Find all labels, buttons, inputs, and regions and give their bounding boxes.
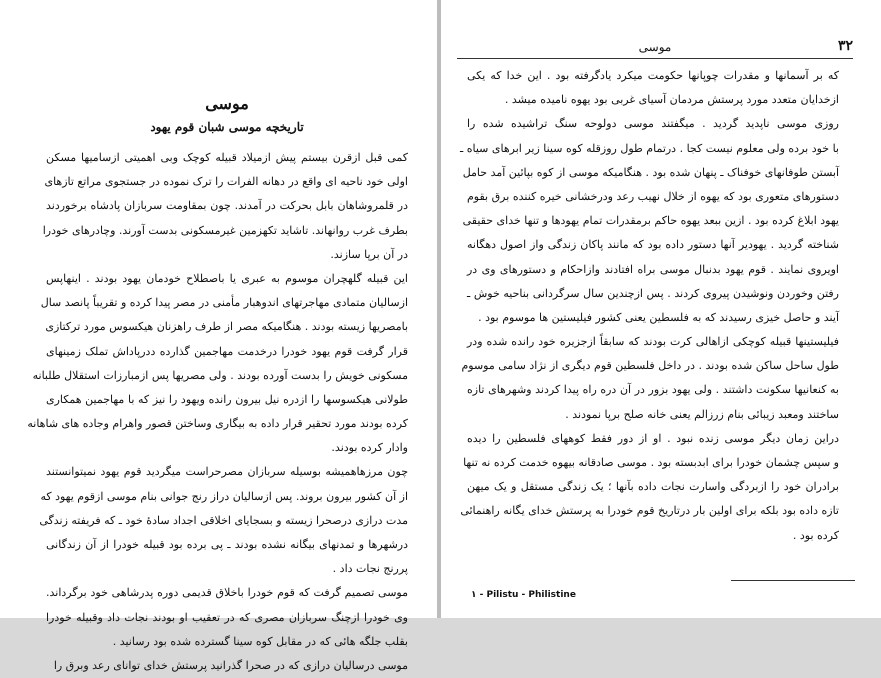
text-line: فیلیستینها قبیله کوچکی ازاهالی کرت بودند که سابقاً ازجزیره خود رانده شده ودر: [467, 335, 839, 349]
paragraph: [460, 112, 839, 330]
text-line: چون مرزهاهمیشه بوسیله سربازان مصرحراست میگردید قوم یهود نمیتوانستند: [46, 465, 408, 479]
text-line: کمی قبل ازقرن بیستم پیش ازمیلاد قبیله کوچک وبی اهمیتی ازساميها مسکن: [46, 151, 408, 164]
text-line: روزی موسی ناپدید گردید . میگفتند موسی دولوحه سنگ تراشیده شده را: [467, 117, 839, 131]
text-line: با خود برده ولی معلوم نیست کجا . درتمام طول روزقله کوه سینا زیر ابرهای سیاه ـ: [460, 141, 839, 155]
text-line: دراین زمان دیگر موسی زنده نبود . او از دور فقط کوههای فلسطین را دیده: [467, 431, 839, 445]
chapter-subtitle: تاریخچه موسی شبان قوم یهود: [150, 120, 304, 134]
paragraph: [461, 330, 839, 427]
page-number: ۳۲: [837, 38, 853, 54]
paragraph: [46, 654, 408, 678]
text-line: ساختند ومعبد زیبائی بنام زرزالم یعنی خانه صلح برپا نمودند .: [565, 407, 839, 421]
text-line: طولانی هیکسوسها را ازدره نیل بیرون رانده ویهود را نیز که با مهاجمین همکاری: [46, 392, 408, 406]
footnote-rule: [731, 580, 855, 581]
text-line: در آن برپا سازند.: [330, 247, 408, 261]
text-line: تازه داده بود بلکه برای اولین بار درتاریخ قوم خودرا به پرستش خدای یگانه راهنمائی: [460, 504, 839, 518]
text-line: آبستن طوفانهای خوفناک ـ پنهان شده بود . هنگامیکه موسی از کوه بپائین آمد حامل: [462, 165, 839, 179]
paragraph: [27, 267, 408, 461]
text-line: ازسالیان متمادی مهاجرتهای اندوهبار مأمنی در مصر پیدا کرده و تقریباً پانصد سال: [40, 296, 408, 310]
text-line: طول ساحل ساکن شده بودند . در داخل فلسطین قوم دیگری از نژاد سامی موسوم: [461, 359, 839, 373]
paragraph: [460, 427, 839, 548]
text-line: در قلمروشاهان بابل بحرکت در آمدند. چون بمقاومت سربازان پادشاه برخوردند: [46, 199, 408, 213]
text-line: به کنعانیها سکونت داشتند . ولی یهود بزور در آن دره راه پیدا کردند وشهرهای تازه: [467, 383, 839, 397]
text-line: قرار گرفت قوم یهود خودرا درخدمت مهاجمین گذارده ددرپاداش تملک زمینهای: [46, 344, 408, 358]
text-line: از آن کشور بیرون بروند. پس ازسالیان دراز رنج جوانی بنام موسی ازقوم یهود که: [40, 489, 408, 503]
text-line: و سپس چشمان خودرا برای ابدبسته بود . موسی صادقانه بیهوه خدمت کرده نه تنها: [463, 456, 839, 469]
text-line: مسکونی خویش را بدست آورده بودند . ولی مصریها پس ازمبارزات استقلال طلبانه: [32, 368, 408, 382]
text-line: برادران خود را ازبردگی واسارت نجات داده بآنها ؛ یک زندگی مستقل و یک میهن: [467, 480, 839, 494]
text-line: بطرف غرب روانهاند. تاشاید تکهزمین غیرمسکونی بدست آورند. وچادرهای خودرا: [42, 223, 408, 237]
text-line: پررنج نجات داد .: [332, 562, 408, 576]
text-line: اویروی نمایند . قوم یهود بدنبال موسی براه افتادند وازاحکام و دستورهای وی در: [467, 262, 839, 276]
text-line: بقلب جلگه هائی که در مقابل کوه سینا گسترده شده بود رسانید .: [112, 634, 408, 648]
text-line: وادار کرده بودند.: [331, 441, 408, 455]
text-line: وی خودرا ازچنگ سربازان مصری که در تعقیب او بودند نجات داد وقبیله خودرا: [46, 610, 408, 624]
paragraph: [42, 146, 408, 267]
text-line: ازخدایان متعدد مورد پرستش مردمان آسیای غربی بود یهوه نامیده میشد .: [504, 93, 839, 107]
text-line: دستورهای متعوری بود که یهوه از خلال نهیب رعد ودرخشانی خیره کننده برق بقوم: [467, 189, 839, 203]
header-rule: [457, 58, 853, 59]
left-page-body: [27, 146, 408, 678]
text-line: درشهرها و تمدنهای بیگانه نشده بودند ـ پی برده بود قبیله خودرا از آن زندگانی: [46, 538, 408, 551]
text-line: اولی خود ناحیه ای واقع در دهانه الفرات را ترک نموده در جستجوی مراتع تازهای: [44, 175, 408, 189]
text-line: یهود ابلاغ کرده بود . ازین ببعد یهوه حاکم برمقدرات تمام یهودها و تنها خدای حقیقی: [462, 214, 839, 228]
text-line: کرده بود .: [792, 528, 839, 542]
paragraph: [467, 64, 839, 112]
text-line: این قبیله گلهچران موسوم به عبری یا باصطلاح خودمان یهود بودند . اینهاپس: [46, 271, 408, 285]
text-line: موسی تصمیم گرفت که قوم خودرا باخلاق قدیمی دوره پدرشاهی خود برگرداند.: [46, 586, 408, 600]
left-page: [0, 0, 437, 672]
running-title: موسی: [638, 40, 672, 54]
text-line: موسی درسالیان درازی که در صحرا گذرانید پرستش خدای توانای رعد وبرق را: [53, 658, 408, 672]
text-line: آیند و حاصل خیزی رسیدند که به فلسطین یعنی کشور فیلیستین ها موسوم بود .: [478, 310, 839, 324]
text-line: که بر آسمانها و مقدرات چوپانها حکومت میکرد یادگرفته بود . این خدا که یکی: [467, 69, 839, 82]
footnote: ۱ - Pilistu - Philistine: [471, 590, 576, 600]
text-line: رفتن وخوردن ونوشیدن پیروی کردند . پس ازچندین سال سرگردانی بناحیه خوش ـ: [467, 286, 839, 300]
chapter-title: موسی: [205, 94, 249, 113]
paragraph: [46, 581, 408, 654]
right-page-body: [460, 64, 839, 548]
text-line: مدت درازی درصحرا زیسته و بسجایای اخلاقی اجداد سادهٔ خود ـ که فریفته زندگی: [39, 513, 408, 527]
text-line: بامصریها زیسته بودند . هنگامیکه مصر از طرف راهزنان هیکسوس مورد ترکتازی: [45, 320, 408, 334]
paragraph: [39, 460, 408, 581]
page-header: [457, 38, 853, 58]
text-line: شناخته گردید . یهودیر آنها دستور داده بود که مانند پاکان زندگی واز اصول دهگانه: [467, 238, 839, 252]
right-page: [441, 0, 881, 618]
text-line: کرده بودند مورد تحقیر قرار داده به بیگاری وساختن قصور واهرام وجاده های شاهانه: [27, 417, 408, 431]
